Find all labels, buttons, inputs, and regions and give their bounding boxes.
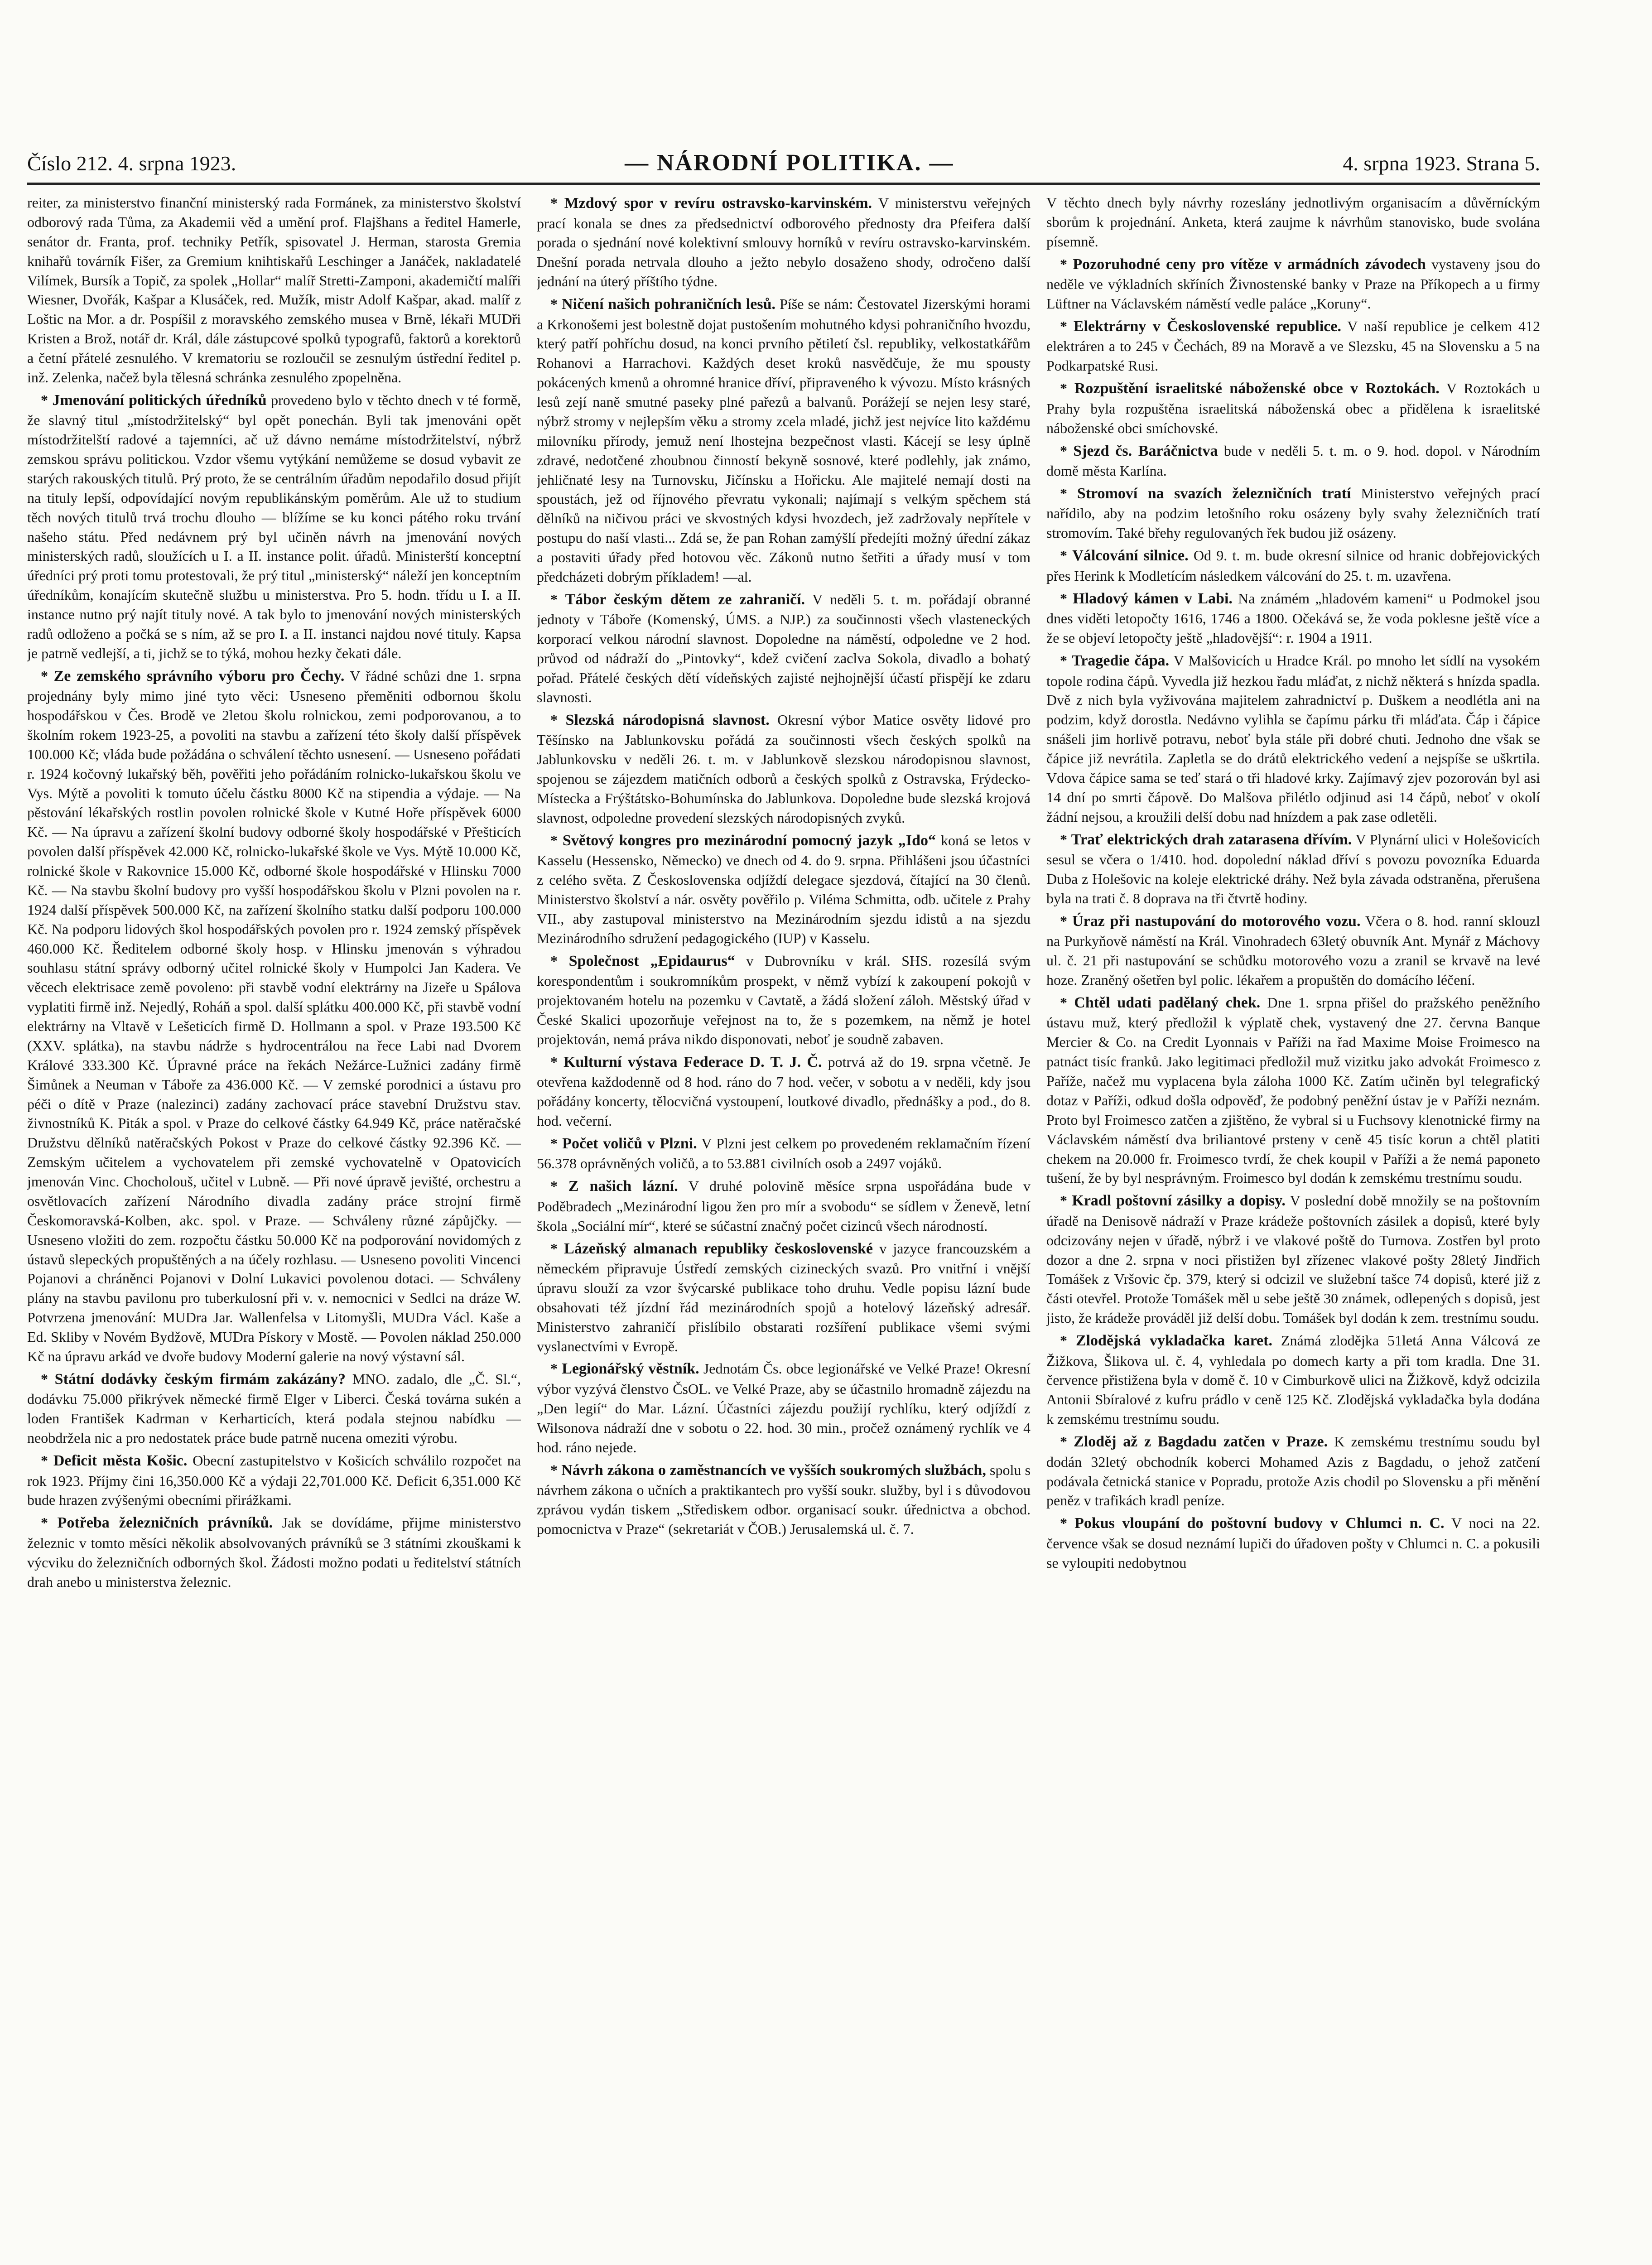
article-body: vystaveny jsou do neděle ve výkladních skříních Živnostenské banky v Praze na Příkopech a u firmy Lüftner na Václavském náměstí vedle paláce „Koruny“. [1046,255,1540,312]
article-body: Od 9. t. m. bude okresní silnice od hranic dobřejovických přes Herink k Modletícím následkem válcování do 25. t. m. uzavřena. [1046,547,1540,584]
article-headline: Slezská národopisná slavnost. [565,711,770,728]
article-bullet-star: * [1060,380,1074,397]
article-headline: Potřeba železničních právníků. [57,1514,273,1532]
article-bullet-star: * [1060,485,1077,501]
article [1046,378,1540,438]
article-bullet-star: * [1060,255,1073,272]
article-bullet-star: * [1060,1515,1075,1532]
article [1046,1431,1540,1510]
article-headline: Zlodějská vykladačka karet. [1075,1332,1272,1349]
article [1046,441,1540,481]
article [27,390,521,663]
article-bullet-star: * [550,1178,568,1195]
article-headline: Tragedie čápa. [1072,652,1170,669]
article-bullet-star: * [1060,1332,1076,1349]
article [27,193,521,387]
article [537,1239,1031,1356]
article [537,1133,1031,1173]
article-headline: Společnost „Epidaurus“ [568,952,735,969]
article-bullet-star: * [550,1240,564,1257]
article-bullet-star: * [550,1135,563,1152]
article-bullet-star: * [41,1370,55,1387]
article-headline: Státní dodávky českým firmám zakázány? [54,1370,346,1388]
article [537,589,1031,707]
article [1046,1190,1540,1328]
article-body: potrvá až do 19. srpna včetně. Je otevřena každodenně od 8 hod. ráno do 7 hod. večer, v sobotu a v neděli, kdy jsou pořádány koncerty, tělocvičná vystoupení, loutkové divadlo, přednášky a pod., do 8. hod. večerní. [537,1053,1031,1129]
article-body: koná se letos v Kasselu (Hessensko, Německo) ve dnech od 4. do 9. srpna. Přihlášeni jsou účastníci z celého světa. Z Československa odjíždí delegace sjezdová, čítající na 30 členů. Ministerstvo školství a nár. osvěty pověřilo p. Viléma Schmitta, odb. učitele z Prahy VII., aby zastupoval ministerstvo na Mezinárodním sjezdu idistů a na sjezdu Mezinárodního sdružení pedagogického (IUP) v Kasselu. [537,832,1031,946]
article-body: Píše se nám: Čestovatel Jizerskými horami a Krkonošemi jest bolestně dojat pustošením mohutného kdysi pohraničního hvozdu, který patří pohříchu dosud, na konci prvního pětiletí čsl. republiky, velkostatkářům Rohanovi a Harrachovi. Každých deset kroků nasvědčuje, že mu spousty pokácených kmenů a ohromné hranice dříví, připraveného k vývozu. Místo krásných lesů zejí naně smutné paseky plné pařezů a balvanů. Porážejí se nejen lesy staré, nýbrž stromy v nejlepším věku a stromy zcela mladé, jichž jest nejvíce lito každému milovníku přírody, jemuž není lhostejna bezpečnost vlasti. Kácejí se lesy úplně zdravé, nedotčené zhoubnou činností bekyně sosnové, které podlehly, jak známo, jehličnaté lesy na Turnovsku, Jičínsku a Hořicku. Ale majitelé nemají dosti na spoustách, jež od říjnového převratu vykonali; najímají s velkým spěchem stá dělníků na ničivou práci ve skvostných kdysi hvozdech, jež zadržovaly nepřítele v postupu do naší vlasti... Zdá se, že pan Rohan zamýšlí předejíti možný úřední zákaz a postaviti úřady před hotovou věc. Zákonů nutno šetřiti a úřady musí v tom předcházeti dobrým příkladem! —al. [537,296,1031,585]
article-body: bude v neděli 5. t. m. o 9. hod. dopol. v Národním domě města Karlína. [1046,442,1540,479]
article-body: Včera o 8. hod. ranní sklouzl na Purkyňově náměstí na Král. Vinohradech 63letý obuvník Ant. Mynář z Máchovy ul. č. 21 při nastupování se schůdku motorového vozu a zranil se krvavě na levé hoze. Zraněný ošetřen byl polic. lékařem a propuštěn do domácího léčení. [1046,912,1540,988]
article [1046,545,1540,585]
article-bullet-star: * [550,1461,562,1478]
article [1046,316,1540,376]
article-headline: Počet voličů v Plzni. [562,1135,697,1152]
article [27,1369,521,1448]
article [537,193,1031,291]
article-body: V ministerstvu veřejných prací konala se dnes za předsednictví odborového přednosty dra Pfeifera další porada o sjednání nové kolektivní smlouvy horníků v revíru ostravsko-karvinském. Dnešní porada netrvala dlouho a ježto nebylo dosaženo shody, odročeno další jednání na úterý příštího týdne. [537,195,1031,290]
article [537,951,1031,1049]
article-bullet-star: * [550,952,569,969]
article [537,294,1031,587]
article-body: V těchto dnech byly návrhy rozeslány jednotlivým organisacím a důvěrníckým sborům k projednání. Anketa, která zaujme k návrhům stanovisko, bude svolána písemně. [1046,194,1540,250]
article-body: V poslední době množily se na poštovním úřadě na Denisově nádraží v Praze krádeže poštovních zásilek a dopisů, které byly odcizovány nejen v úřadě, nýbrž i ve vlakové poště do Turnova. Zostřen byl proto dozor a dne 2. srpna v noci přistižen byl zřízenec vlakové pošty 28letý Jindřich Tomášek z Vršovic čp. 379, který si odcizil ve služební tašce 74 dopisů, které již z části otevřel. Protože Tomášek měl u sebe ještě 30 známek, odlepených s dopisů, jest jisto, že krádeže prováděl již delší dobu. Tomášek byl dodán k zem. trestnímu soudu. [1046,1192,1540,1326]
article-body: V Malšovicích u Hradce Král. po mnoho let sídlí na vysokém topole rodina čápů. Vyvedla již hezkou řadu mláďat, z nichž některá s hnízda spadla. Dvě z nich byla vyživována majitelem zahradnictví p. Duškem a neodlétla ani na podzim, když dorostla. Nedávno vylihla se čapímu párku tři mláďata. Čáp i čápice snášeli jim horlivě potravu, neboť byla stále při dobré chuti. Jednoho dne však se čápice již nevrátila. Zapletla se do drátů elektrického vedení a nejspíše se uškrtila. Vdova čápice sama se teď stará o tři hladové krky. Zajímavý zjev pozorován byl asi 14 dní po smrti čápově. Do Malšova přilétlo odjinud asi 14 čápů, neboť v okolí žádní nejsou, a kroužili delší dobu nad hnízdem a pak zase odletěli. [1046,652,1540,825]
article-bullet-star: * [1060,590,1073,607]
article [27,1451,521,1510]
article-body: v Dubrovníku v král. SHS. rozesílá svým korespondentům i soukromníkům prospekt, v němž vybízí k zakoupení pokojů v projektovaném hotelu na pozemku v Cavtatě, a žádá složení záloh. Městský úřad v České Skalici upozorňuje veřejnost na to, že s pozemkem, na němž je hotel projektován, nemá práva nikdo disponovati, neboť je soudně zabaven. [537,952,1031,1047]
article-body: V neděli 5. t. m. pořádají obranné jednoty v Táboře (Komenský, ÚMS. a NJP.) za součinnosti všech vlasteneckých korporací velkou národní slavnost. Dopoledne na náměstí, odpoledne ve 2 hod. průvod od nádraží do „Pintovky“, kdež cvičení zaclva Sokola, divadlo a bohatý pořad. Přátelé českých dětí vídeňských zajisté nejhojnější účastí přispějí ke zdaru slavnosti. [537,591,1031,705]
article-headline: Jmenování politických úředníků [52,391,267,409]
article [537,1460,1031,1539]
article-body: v jazyce francouzském a německém připravuje Ústředí zemských cizineckých svazů. Pro vnitřní i vnější úpravu slouží za vzor švýcarské publikace toho druhu. Vedle popisu lázní bude obsahovati též jízdní řád mezinárodních spojů a hotelový lázeňský adresář. Ministerstvo zahraničí přislíbilo obstarati rozšíření publikace všemi svými vyslanectvími v Evropě. [537,1240,1031,1354]
article [537,1359,1031,1457]
article [537,830,1031,948]
article [1046,993,1540,1188]
article-headline: Válcování silnice. [1072,547,1189,564]
article-headline: Rozpuštění israelitské náboženské obce v Roztokách. [1074,380,1440,397]
article-bullet-star: * [1060,1192,1072,1209]
article-body: spolu s návrhem zákona o učních a praktikantech pro vyšší soukr. služby, byl i s důvodovou zprávou vydán tiskem „Střediskem odbor. organisací soukr. úřednictva a obchod. pomocnictva v Praze“ (sekretariát v ČOB.) Jerusalemská ul. č. 7. [537,1461,1031,1537]
article-bullet-star: * [550,1360,562,1377]
article-headline: Zloděj až z Bagdadu zatčen v Praze. [1074,1433,1328,1451]
article-body: reiter, za ministerstvo finanční ministerský rada Formánek, za ministerstvo školství odborový rada Tůma, za Akademii věd a umění prof. Flajšhans a ředitel Hamerle, senátor dr. Franta, prof. techniky Petřík, spisovatel J. Herman, starosta Gremia knihařů továrník Fišer, za Gremium knihtiskařů Leschinger a Janáček, nakladatelé Vilímek, Bursík a Topič, za spolek „Hollar“ malíř Stretti-Zamponi, akademičtí malíři Wiesner, Dvořák, Kašpar a Klusáček, red. Mužík, mistr Adolf Kašpar, akad. malíř z Loštic na Mor. a dr. Pospíšil z moravského zemského musea v Brně, lékaři MUDři Kristen a Brož, notář dr. Král, dále zástupcové spolků typografů, faktorů a korektorů a četní přátelé zesnulého. V krematoriu se rozloučil se zesnulým ústřední ředitel p. inž. Zelenka, načež byla tělesná schránka zesnulého zpopelněna. [27,194,521,386]
article-bullet-star: * [1060,547,1073,564]
article [1046,651,1540,827]
article-headline: Mzdový spor v revíru ostravsko-karvinském. [564,195,872,212]
article-bullet-star: * [550,832,563,848]
article [27,1513,521,1591]
article-headline: Návrh zákona o zaměstnancích ve vyšších soukromých službách, [561,1461,986,1479]
date-page-number: 4. srpna 1923. Strana 5. [1343,152,1540,175]
article [1046,193,1540,251]
article-headline: Lázeňský almanach republiky československé [564,1240,873,1257]
article-bullet-star: * [41,1514,58,1531]
article-bullet-star: * [41,391,53,408]
column-2 [537,193,1031,2265]
article [1046,1330,1540,1429]
article-body: V Plzni jest celkem po provedeném reklamačním řízení 56.378 oprávněných voličů, a to 53.881 civilních osob a 2497 vojáků. [537,1135,1031,1172]
article [537,710,1031,828]
article-headline: Úraz při nastupování do motorového vozu. [1072,912,1361,930]
article-headline: Elektrárny v Československé republice. [1073,318,1341,335]
article-body: MNO. zadalo, dle „Č. Sl.“, dodávku 75.000 přikrývek německé firmě Elger v Liberci. Česká továrna sukén a loden František Kadrman v Kerharticích, která podala stejnou nabídku — neobdržela nic a pro nedostatek práce bude patrně nucena omeziti výrobu. [27,1370,521,1446]
article-headline: Stromoví na svazích železničních tratí [1077,485,1351,502]
article-headline: Trať elektrických drah zatarasena dřívím. [1071,831,1352,848]
article-body: provedeno bylo v těchto dnech v té formě, že slavný titul „místodržitelský“ byl opět ponechán. Byli tak jmenováni opět místodržitelští radové a tajemníci, ač už dávno nemáme místodržitelství, nýbrž zemskou správu politickou. Vzdor všemu vytýkání nemůžeme se dosud vybavit ze starých rakouských titulů. Prý proto, že se centrálním úřadům nepodařilo dosud přijít na tituly lepší, odpovídající novým republikánským poměrům. Ale už to studium těch nových titulů trvá trochu dlouho — blížíme se ku konci pátého roku trvání našeho státu. Před nedávnem prý byl učiněn návrh na jmenování nových ministerských radů, sloužících u I. a II. instance polit. úřadů. Ministerští konceptní úředníci prý proti tomu protestovali, že prý titul „ministerský“ náleží jen konceptním úředníkům, konajícím skutečně službu u ministerstva. Pro 5. hodn. třídu u I. a II. instance nutno prý najít tituly nové. A tak bylo to jmenování nových ministerských radů odloženo a počká se s ním, až se pro I. a II. instanci najdou nové tituly. Kapsa je patrně vedlejší, a ti, jichž se to týká, mohou hezky čekati dále. [27,391,521,661]
article-bullet-star: * [1060,318,1074,334]
article-headline: Legionářský věstník. [562,1360,699,1378]
issue-number: Číslo 212. 4. srpna 1923. [27,152,236,175]
article-headline: Tábor českým dětem ze zahraničí. [565,591,805,608]
article-body: V řádné schůzi dne 1. srpna projednány byly mimo jiné tyto věci: Usneseno přeměniti odbornou školu hospodářskou v Čes. Brodě ve 2letou školu rolnickou, zemi podporovanou, a to školním rokem 1923-25, a povoliti na stavbu a zařízení této školy další příspěvek 100.000 Kč; vláda bude požádána o schválení těchto usnesení. — Usneseno pořádati r. 1924 kočovný lukařský běh, pověřiti jeho pořádáním rolnicko-lukařskou školu ve Vys. Mýtě a povoliti k tomuto účelu částku 8000 Kč na stipendia a výdaje. — Na pěstování lékařských rostlin povolen rolnické škole v Kutné Hoře příspěvek 6000 Kč. — Na úpravu a zařízení školní budovy odborné školy hospodářské v Přešticích povolen další příspěvek 42.000 Kč, rolnicko-lukařské škole ve Vys. Mýtě 10.000 Kč, rolnické škole v Rakovnice 15.000 Kč, odborné škole hospodářské v Hlinsku 7000 Kč. — Na stavbu školní budovy pro vyšší hospodářskou školu v Plzni povolen na r. 1924 další příspěvek 500.000 Kč, na zařízení školního statku další podporu 100.000 Kč. Na podporu lidových škol hospodářských povolen pro r. 1924 zemský příspěvek 460.000 Kč. Ředitelem odborné školy hosp. v Hlinsku jmenován s výhradou souhlasu státní správy odborný učitel rolnické školy v Humpolci Jan Kadera. Ve věcech elektrisace země povoleno: při stavbě vodní elektrárny na Jizeře u Spálova vyplatiti firmě inž. Nejedlý, Roháň a spol. další splátku 400.000 Kč, při stavbě vodní elektrárny na Vltavě v Lešeticích firmě D. Hollmann a spol. v Praze 193.500 Kč (XXV. splátka), na stavbu nádrže s hydrocentrálou na řece Labi nad Dvorem Králové 333.300 Kč. Úpravné práce na řekách Nežárce-Lužnici zadány firmě Šimůnek a Neuman v Táboře za 436.000 Kč. — V zemské porodnici a ústavu pro péči o dítě v Praze (nalezinci) zadány zachovací práce stavební Družstvu stav. živnostníků K. Piták a spol. v Praze do celkové částky 64.949 Kč, práce natěračské Družstvu dělníků natěračských Pokost v Praze do celkové částky 92.396 Kč. — Zemským učitelem a vychovatelem při zemské vychovatelně v Opatovicích jmenován Vinc. Chocholouš, učitel v Lubně. — Při nové úpravě jevišté, orchestru a osvětlovacích zařízení Národního divadla zadány práce strojní firmě Českomoravská-Kolben, akc. spol. v Praze. — Schváleny různé zápůjčky. — Usneseno vložiti do zem. rozpočtu částku 50.000 Kč na podporování novidomých z ústavů slepeckých propuštěných a na účely rozhlasu. — Usneseno povoliti Vincenci Pojanovi a chráněnci Pojanovi v Dolní Lukavici povolenou dotaci. — Schváleny plány na stavbu pavilonu pro tuberkulosní při v. v. nemocnici v Sedlci na dráze W. Potvrzena jmenování: MUDra Jar. Wallenfelsa v Litomyšli, MUDra Václ. Kaše a Ed. Skliby v Novém Bydžově, MUDra Pískory v Mostě. — Povolen náklad 250.000 Kč na úpravu arkád ve dvoře budovy Moderní galerie na nový výstavní sál. [27,667,521,1364]
article-bullet-star: * [550,296,562,313]
article [1046,911,1540,990]
masthead: — NÁRODNÍ POLITIKA. — [625,150,954,176]
article-headline: Kulturní výstava Federace D. T. J. Č. [563,1053,822,1070]
page-header [27,149,1540,185]
article [1046,483,1540,543]
article [537,1052,1031,1131]
column-3 [1046,193,1540,2265]
article-body: V Roztokách u Prahy byla rozpuštěna israelitská náboženská obec a přidělena k israelitské náboženské obci smíchovské. [1046,380,1540,436]
article [537,1176,1031,1235]
article-body: Jak se dovídáme, přijme ministerstvo železnic v tomto měsíci několik absolvovaných právníků se 3 státními zkouškami k výcviku do železničních odborných škol. Žádosti možno podati u ředitelství státních drah anebo u ministerstva železnic. [27,1514,521,1590]
article-headline: Sjezd čs. Baráčnictva [1073,442,1218,459]
article-bullet-star: * [1060,652,1072,669]
article-body: V noci na 22. července však se dosud neznámí lupiči do úřadoven pošty v Chlumci n. C. a pokusili se vyloupiti nedobytnou [1046,1515,1540,1571]
article-bullet-star: * [41,667,54,684]
article-headline: Chtěl udati padělaný chek. [1074,994,1261,1011]
article-body: Ministerstvo veřejných prací nařídilo, aby na podzim letošního roku osázeny byly svahy železničních tratí stromovím. Také břehy regulovaných řek budou již osázeny. [1046,485,1540,541]
article-body: Dne 1. srpna přišel do pražského peněžního ústavu muž, který předložil k výplatě chek, vystavený dne 27. června Banque Mercier & Co. na Credit Lyonnais v Paříži na řad Maxime Moise Froimesco na patnáct tisíc franků. Jako legitimaci předložil muž vizitku jako advokát Froimesco z Paříže, načež mu vyplacena byla zálohа 1000 Kč. Zatím učiněn byl telegrafický dotaz v Paříži, odkud došla odpověď, že podobný peněžní ústav je v Paříži neznám. Proto byl Froimesco zatčen a zjištěno, že vybral si u Fuchsovy klenotnické firmy na Václavském náměstí dva briliantové prsteny v ceně 45 tisíc korun a chtěl platiti chekem na 20.000 fr. Froimesco tvrdí, že chek koupil v Paříži a že nemá paponeto tušení, že by byl nesprávným. Froimesco byl dodán k zemskému trestnímu soudu. [1046,994,1540,1186]
article-bullet-star: * [550,591,565,607]
article-body: Obecní zastupitelstvo v Košicích schválilo rozpočet na rok 1923. Příjmy čini 16,350.000 Kč a výdaji 22,701.000 Kč. Deficit 6,351.000 Kč bude hrazen zvýšenými obecními přirážkami. [27,1452,521,1508]
article-headline: Z našich lázní. [568,1178,678,1195]
article-bullet-star: * [41,1452,53,1469]
article-headline: Hladový kámen v Labi. [1073,590,1233,607]
article-body: Na známém „hladovém kameni“ u Podmokel jsou dnes viděti letopočty 1616, 1746 a 1800. Očekává se, že voda poklesne ještě více a že se objeví letopočty ještě „hladovější“: r. 1904 a 1911. [1046,590,1540,646]
article-bullet-star: * [550,1053,564,1070]
article [27,666,521,1366]
article-bullet-star: * [550,711,566,728]
article-bullet-star: * [1060,442,1074,459]
article-headline: Světový kongres pro mezinárodní pomocný jazyk „Ido“ [562,832,936,849]
article-body: Jednotám Čs. obce legionářské ve Velké Praze! Okresní výbor vyzývá členstvo ČsOL. ve Velké Praze, aby se účastnilo hromadně zájezdu na „Den legií“ do Mar. Lázní. Účastníci zájezdu použijí rychlíku, který odjíždí z Wilsonova nádraží dne v sobotu o 22. hod. 30 min., pročež oznámený rychlík ve 4 hod. ráno nejede. [537,1360,1031,1455]
article-headline: Deficit města Košic. [53,1452,188,1470]
article-body: V Plynární ulici v Holešovicích sesul se včera o 1/410. hod. dopolední náklad dříví s povozu povozníka Eduarda Duba z Holešovic na koleje elektrické dráhy. Než byla závada odstraněna, přerušena byla na trati č. 8 doprava na tři čtvrtě hodiny. [1046,831,1540,906]
article-columns [27,193,1540,2265]
article-body: V naší republice je celkem 412 elektráren a to 245 v Čechách, 89 na Moravě a ve Slezsku, 45 na Slovensku a 5 na Podkarpatské Rusi. [1046,318,1540,374]
article-bullet-star: * [1060,994,1074,1011]
article-bullet-star: * [550,195,564,211]
article [1046,588,1540,648]
article-body: V druhé polovině měsíce srpna uspořádána bude v Poděbradech „Mezinárodní ligou žen pro mír a svobodu“ se sídlem v Ženevě, letní škola „Sociální mír“, které se súčastní značný počet cizinců všech národností. [537,1178,1031,1234]
article-headline: Pozoruhodné ceny pro vítěze v armádních závodech [1073,255,1426,273]
article-headline: Ničení našich pohraničních lesů. [562,296,775,313]
article-headline: Kradl poštovní zásilky a dopisy. [1072,1192,1286,1210]
article-headline: Ze zemského správního výboru pro Čechy. [53,667,345,684]
newspaper-page [27,149,1540,2265]
article [1046,254,1540,313]
article-bullet-star: * [1060,1433,1074,1450]
article-headline: Pokus vloupání do poštovní budovy v Chlumci n. C. [1074,1515,1445,1532]
column-1 [27,193,521,2265]
article-body: Známá zlodějka 51letá Anna Válcová ze Žižkova, Šlikova ul. č. 4, vyhledala po domech karty a při tom kradla. Dne 31. července přistižena byla v domě č. 10 v Cimburkově ulici na Žižkově, když odcizila Antonii Sbíralové z kufru prádlo v ceně 125 Kč. Zlodějská vykladačka byla dodána k zemskému trestnímu soudu. [1046,1332,1540,1427]
article-bullet-star: * [1060,831,1071,848]
article-bullet-star: * [1060,912,1073,929]
article [1046,1513,1540,1572]
article-body: Okresní výbor Matice osvěty lidové pro Těšínsko na Jablunkovsku pořádá za součinnosti všech českých spolků na Jablunkovsku v neděli 26. t. m. v Jablunkově slezskou národopisnou slavnost, spojenou se zájezdem matičních odborů a českých spolků z Ostravska, Frýdecko-Místecka a Frýštátsko-Bohumínska do Jablunkova. Dopoledne bude slezská krojová slavnost, odpoledne provedení slezských národopisných zvyků. [537,711,1031,826]
article-body: K zemskému trestnímu soudu byl dodán 32letý obchodník koberci Mohamed Azis z Bagdadu, o jehož zatčení podávala četnická stanice v Popradu, protože Azis chodil po Slovensku a při měnění peněz v trafikách kradl peníze. [1046,1433,1540,1509]
article [1046,829,1540,908]
